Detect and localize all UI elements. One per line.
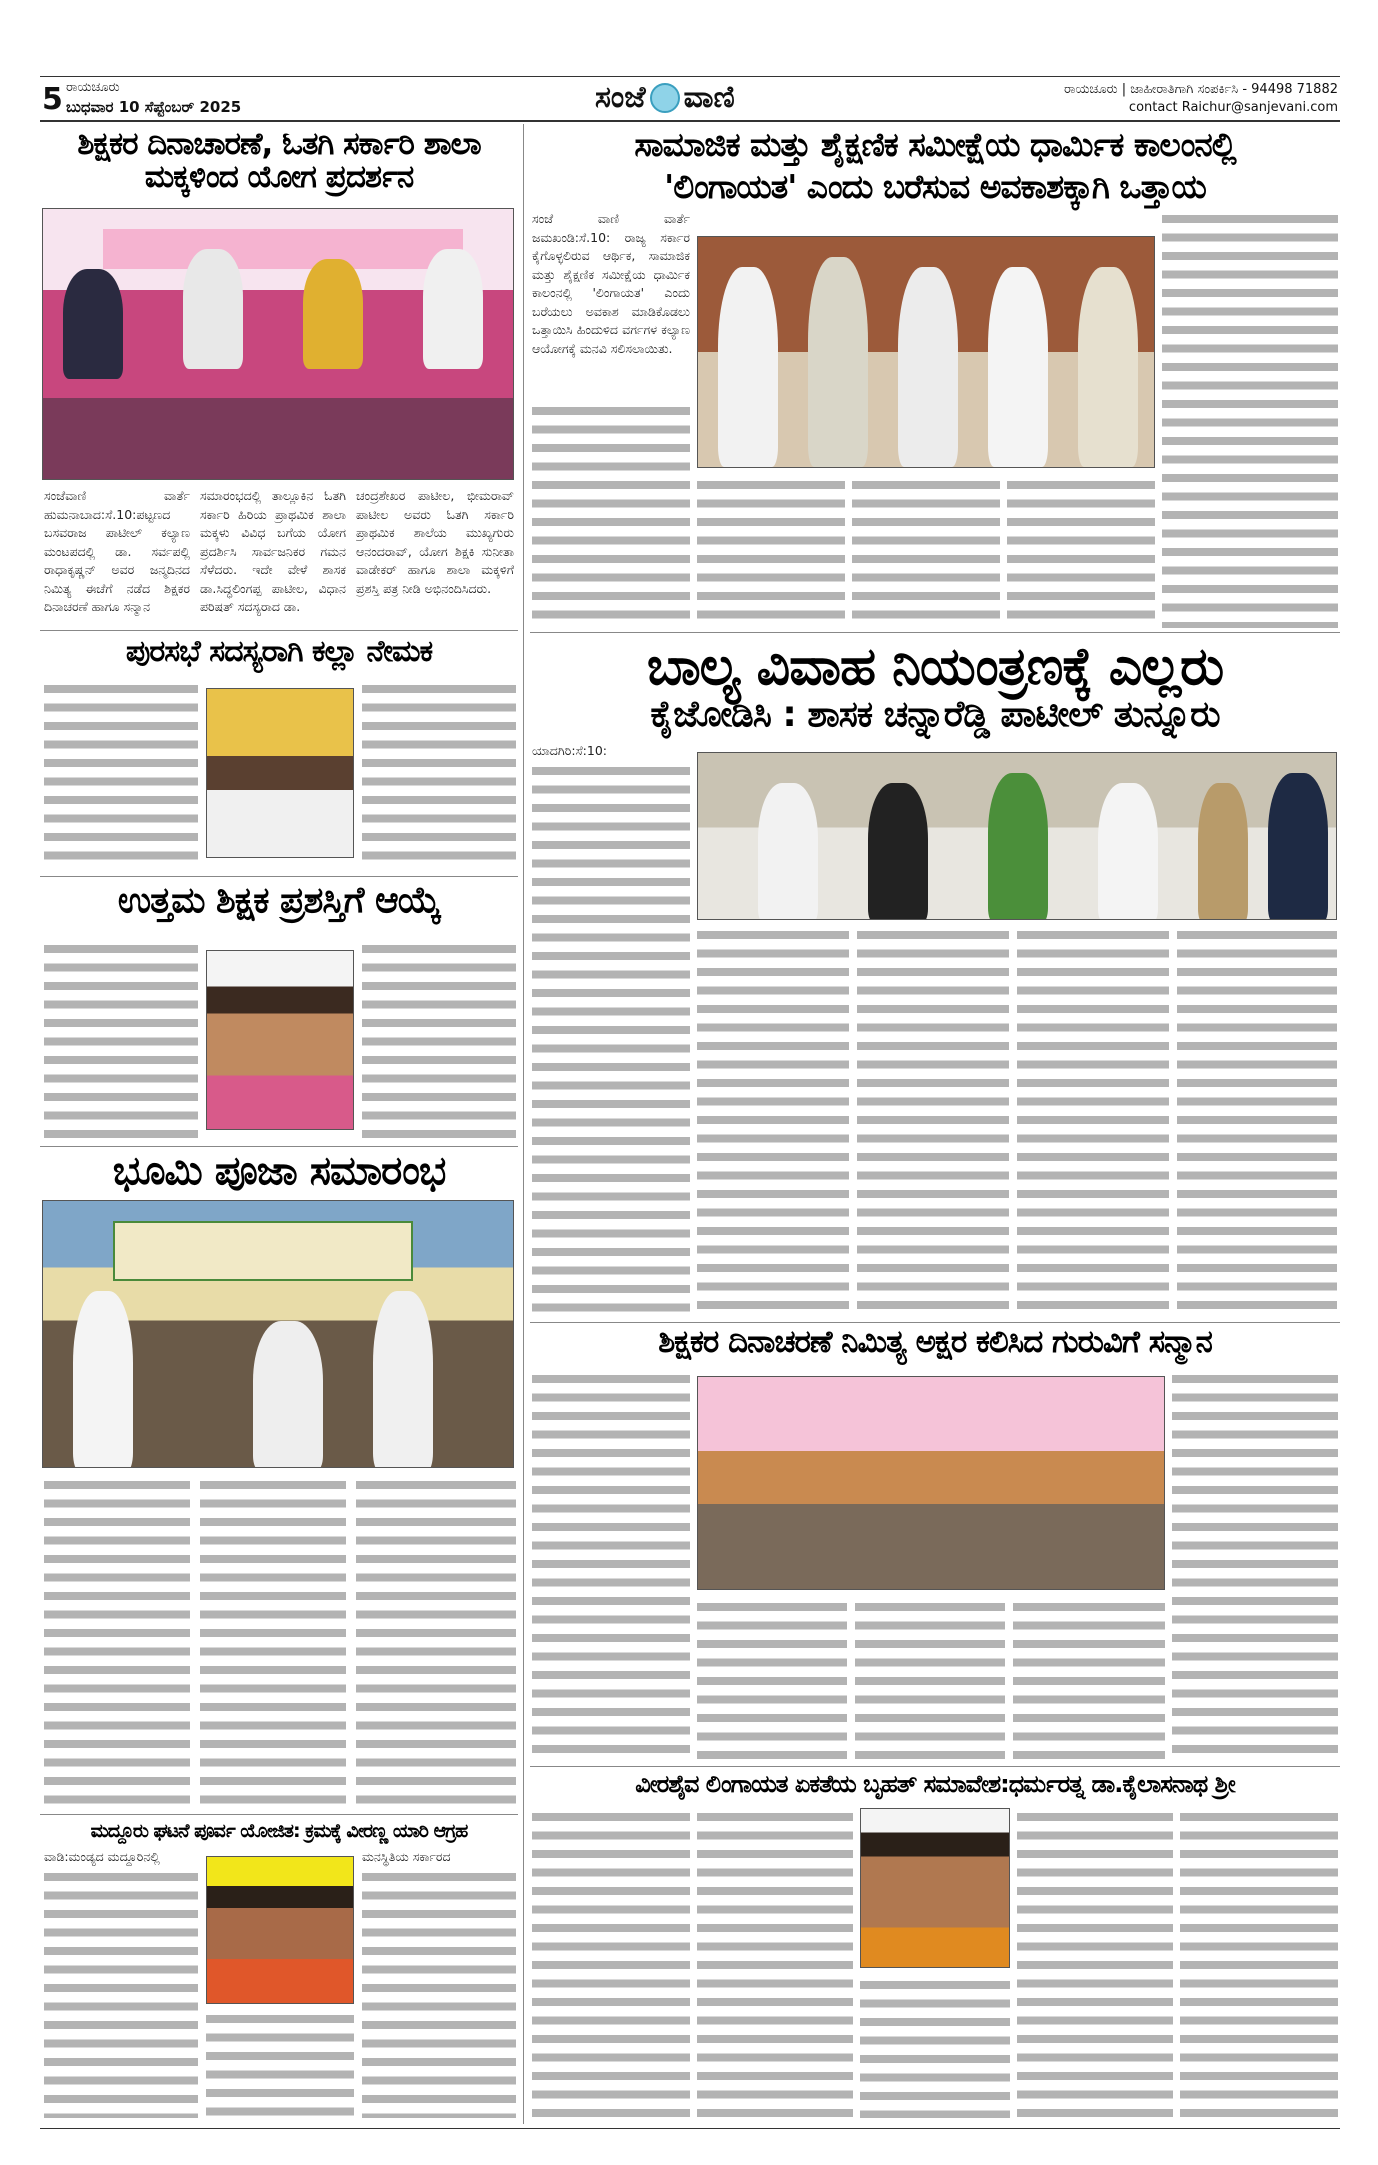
divider (40, 876, 518, 877)
ad-contact: ರಾಯಚೂರು | ಜಾಹೀರಾತಿಗಾಗಿ ಸಂಪರ್ಕಿಸಿ - 94498 71882 (1064, 82, 1338, 97)
banner (103, 229, 463, 269)
edition: ರಾಯಚೂರು (66, 80, 120, 95)
banner (113, 1221, 413, 1281)
kalla-body-text (44, 680, 198, 870)
lingayat-headline-2: 'ಲಿಂಗಾಯತ' ಎಂದು ಬರೆಸುವ ಅವಕಾಶಕ್ಕಾಗಿ ಒತ್ತಾಯ (664, 167, 1206, 206)
kalla-headline: ಪುರಸಭೆ ಸದಸ್ಯರಾಗಿ ಕಲ್ಲಾ ನೇಮಕ (125, 634, 433, 669)
guru-honour-body-text (697, 1598, 847, 1760)
child-marriage-body-text (857, 926, 1009, 1318)
divider (530, 1322, 1340, 1323)
dove-icon (650, 83, 680, 113)
guru-honour-body-text (1013, 1598, 1165, 1760)
veerashaiva-body-text (697, 1808, 853, 2118)
yoga-body-col2: ಸಮಾರಂಭದಲ್ಲಿ ತಾಲ್ಲೂಕಿನ ಓತಗಿ ಸರ್ಕಾರಿ ಹಿರಿಯ ಪ್ರಾಥಮಿಕ ಶಾಲಾ ಮಕ್ಕಳು ವಿವಿಧ ಬಗೆಯ ಯೋಗ ಪ್ರದರ್ಶಿಸಿ ಸಾರ್ವಜನಿಕರ ಗಮನ ಸೆಳೆದರು. ಇದೇ ವೇಳೆ ಶಾಸಕ ಡಾ.ಸಿದ್ಧಲಿಂಗಪ್ಪ ಪಾಟೀಲ, ವಿಧಾನ ಪರಿಷತ್ ಸದಸ್ಯರಾದ ಡಾ. (200, 488, 346, 614)
child-marriage-body-text (697, 926, 849, 1318)
header-top-rule (40, 76, 1340, 77)
lingayat-lead: ಸಂಜೆ ವಾಣಿ ವಾರ್ತೆ ಜಮಖಂಡಿ:ಸೆ.10: ರಾಜ್ಯ ಸರ್ಕಾರ ಕೈಗೊಳ್ಳಲಿರುವ ಆರ್ಥಿಕ, ಸಾಮಾಜಿಕ ಮತ್ತು ಶೈಕ್ಷಣಿಕ ಸಮೀಕ್ಷೆಯ ಧಾರ್ಮಿಕ ಕಾಲಂನಲ್ಲಿ 'ಲಿಂಗಾಯತ' ಎಂದು ಬರೆಯಲು ಅವಕಾಶ ಮಾಡಿಕೊಡಲು ಒತ್ತಾಯಿಸಿ ಹಿಂದುಳಿದ ವರ್ಗಗಳ ಕಲ್ಯಾಣ ಆಯೋಗಕ್ಕೆ ಮನವಿ ಸಲಿಸಲಾಯಿತು. (532, 211, 690, 356)
footer-rule (40, 2128, 1340, 2129)
guru-honour-headline: ಶಿಕ್ಷಕರ ದಿನಾಚರಣೆ ನಿಮಿತ್ಯ ಅಕ್ಷರ ಕಲಿಸಿದ ಗುರುವಿಗೆ ಸನ್ಮಾನ (658, 1324, 1212, 1360)
bhoomi-pooja-body-text (356, 1476, 516, 1808)
date: ಬುಧವಾರ 10 ಸೆಪ್ಟೆಂಬರ್ 2025 (66, 98, 242, 116)
lingayat-headline-1: ಸಾಮಾಜಿಕ ಮತ್ತು ಶೈಕ್ಷಣಿಕ ಸಮೀಕ್ಷೆಯ ಧಾರ್ಮಿಕ ಕಾಲಂನಲ್ಲಿ (634, 125, 1236, 164)
child-marriage-body-text (1177, 926, 1337, 1318)
child-marriage-headline-1: ಬಾಲ್ಯ ವಿವಾಹ ನಿಯಂತ್ರಣಕ್ಕೆ ಎಲ್ಲರು (646, 637, 1224, 697)
guru-honour-body-text (532, 1370, 690, 1760)
yoga-photo (42, 208, 514, 480)
divider (530, 1766, 1340, 1767)
best-teacher-headline: ಉತ್ತಮ ಶಿಕ್ಷಕ ಪ್ರಶಸ್ತಿಗೆ ಆಯ್ಕೆ (117, 880, 441, 921)
child-marriage-body-text (532, 762, 690, 1317)
bhoomi-pooja-headline: ಭೂಮಿ ಪೂಜಾ ಸಮಾರಂಭ (112, 1148, 446, 1194)
best-teacher-body-text (362, 940, 516, 1140)
veerashaiva-portrait (860, 1808, 1010, 1968)
yoga-headline: ಶಿಕ್ಷಕರ ದಿನಾಚಾರಣೆ, ಓತಗಿ ಸರ್ಕಾರಿ ಶಾಲಾ ಮಕ್ಕಳಿಂದ ಯೋಗ ಪ್ರದರ್ಶನ (77, 126, 481, 195)
maddur-body-text (206, 2010, 354, 2118)
maddur-body-text (362, 1868, 516, 2118)
yoga-body-col1: ಸಂಜೆವಾಣಿ ವಾರ್ತೆ ಹುಮನಾಬಾದ:ಸೆ.10:ಪಟ್ಟಣದ ಬಸವರಾಜ ಪಾಟೀಲ್ ಕಲ್ಯಾಣ ಮಂಟಪದಲ್ಲಿ ಡಾ. ಸರ್ವಪಲ್ಲಿ ರಾಧಾಕೃಷ್ಣನ್ ಅವರ ಜನ್ಮದಿನದ ನಿಮಿತ್ಯ ಈಚೆಗೆ ನಡೆದ ಶಿಕ್ಷಕರ ದಿನಾಚರಣೆ ಹಾಗೂ ಸನ್ಮಾನ (44, 488, 190, 614)
header-bottom-rule (40, 120, 1340, 122)
maddur-body-text (44, 1868, 198, 2118)
kalla-portrait (206, 688, 354, 858)
maddur-lead: ವಾಡಿ:ಮಂಡ್ಯದ ಮದ್ದೂರಿನಲ್ಲಿ (44, 1849, 160, 1864)
veerashaiva-body-text (532, 1808, 690, 2118)
maddur-portrait (206, 1856, 354, 2004)
divider (40, 1814, 518, 1815)
maddur-col3-lead: ಮನಸ್ಥಿತಿಯ ಸರ್ಕಾರದ (362, 1849, 451, 1864)
lingayat-body-text (852, 476, 1000, 628)
veerashaiva-body-text (860, 1976, 1010, 2118)
lingayat-body-text (1007, 476, 1155, 628)
child-marriage-body-text (1017, 926, 1169, 1318)
bhoomi-pooja-body-text (200, 1476, 346, 1808)
child-marriage-photo (697, 752, 1337, 920)
masthead-left: ಸಂಜೆ (595, 80, 646, 115)
guru-honour-body-text (855, 1598, 1005, 1760)
bhoomi-pooja-photo (42, 1200, 514, 1468)
contact-email[interactable]: contact Raichur@sanjevani.com (1128, 100, 1338, 115)
masthead-right: ವಾಣಿ (683, 80, 735, 115)
guru-honour-body-text (1172, 1370, 1338, 1760)
column-separator (523, 124, 524, 2124)
child-marriage-headline-2: ಕೈಜೋಡಿಸಿ : ಶಾಸಕ ಚನ್ನಾರೆಡ್ಡಿ ಪಾಟೀಲ್ ತುನ್ನೂರು (650, 694, 1220, 735)
child-marriage-dateline: ಯಾದಗಿರಿ:ಸೆ:10: (532, 743, 607, 758)
masthead-logo (595, 80, 735, 115)
best-teacher-portrait (206, 950, 354, 1130)
lingayat-body-text (532, 402, 690, 627)
bhoomi-pooja-body-text (44, 1476, 190, 1808)
maddur-headline: ಮದ್ದೂರು ಘಟನೆ ಪೂರ್ವ ಯೋಜಿತ: ಕ್ರಮಕ್ಕೆ ವೀರಣ್ಣ ಯಾರಿ ಆಗ್ರಹ (90, 1820, 468, 1842)
lingayat-body-text (1162, 210, 1338, 628)
kalla-body-text (362, 680, 516, 870)
best-teacher-body-text (44, 940, 198, 1140)
lingayat-body-text (697, 476, 845, 628)
page-number: 5 (42, 82, 63, 117)
lingayat-photo (697, 236, 1155, 468)
veerashaiva-body-text (1180, 1808, 1338, 2118)
veerashaiva-body-text (1017, 1808, 1173, 2118)
veerashaiva-headline: ವೀರಶೈವ ಲಿಂಗಾಯತ ಏಕತೆಯ ಬೃಹತ್ ಸಮಾವೇಶ:ಧರ್ಮರತ್ನ ಡಾ.ಕೈಲಾಸನಾಥ ಶ್ರೀ (635, 1770, 1235, 1798)
divider (530, 632, 1340, 633)
yoga-body-col3: ಚಂದ್ರಶೇಖರ ಪಾಟೀಲ, ಭೀಮರಾವ್ ಪಾಟೀಲ ಅವರು ಓತಗಿ ಸರ್ಕಾರಿ ಪ್ರಾಥಮಿಕ ಶಾಲೆಯ ಮುಖ್ಯಗುರು ಆನಂದರಾವ್, ಯೋಗ ಶಿಕ್ಷಕಿ ಸುನೀತಾ ವಾಡೇಕರ್ ಹಾಗೂ ಶಾಲಾ ಮಕ್ಕಳಿಗೆ ಪ್ರಶಸ್ತಿ ಪತ್ರ ನೀಡಿ ಅಭಿನಂದಿಸಿದರು. (356, 488, 514, 596)
divider (40, 630, 518, 631)
guru-honour-photo (697, 1376, 1165, 1590)
divider (40, 1146, 518, 1147)
